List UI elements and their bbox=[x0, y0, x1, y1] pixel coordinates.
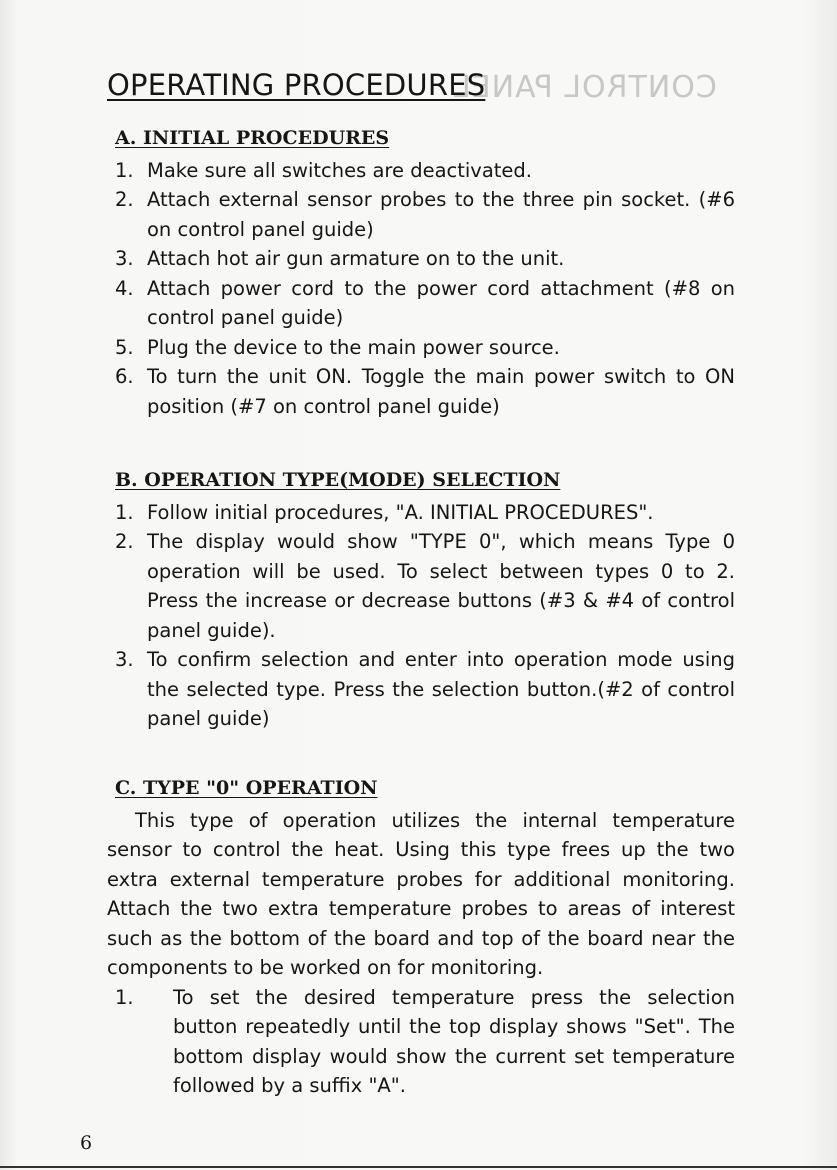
item-text: Attach hot air gun armature on to the unit. bbox=[147, 247, 565, 270]
item-number: 1. bbox=[115, 158, 134, 182]
list-item bbox=[115, 983, 735, 1101]
list-item bbox=[115, 333, 735, 363]
list-item bbox=[115, 645, 735, 734]
item-text: Make sure all switches are deactivated. bbox=[147, 158, 533, 182]
item-number: 1. bbox=[115, 500, 134, 524]
procedure-list bbox=[115, 498, 735, 734]
bleed-through-text: CONTROL PANEL bbox=[453, 70, 717, 105]
item-number: 2. bbox=[115, 188, 134, 211]
section-heading: A. INITIAL PROCEDURES bbox=[115, 127, 390, 149]
section-heading: B. OPERATION TYPE(MODE) SELECTION bbox=[115, 469, 561, 491]
item-text: To turn the unit ON. Toggle the main power switch to ON position (#7 on control panel guide) bbox=[147, 365, 735, 418]
item-number: 5. bbox=[115, 335, 134, 359]
section-type-0-operation bbox=[107, 774, 735, 1101]
item-text: To confirm selection and enter into operation mode using the selected type. Press the selection button.(#2 of control panel guide) bbox=[147, 648, 735, 730]
page-number: 6 bbox=[80, 1132, 93, 1154]
section-operation-type-selection bbox=[115, 466, 735, 734]
list-item bbox=[115, 185, 735, 244]
item-number: 4. bbox=[115, 276, 134, 300]
item-text: To set the desired temperature press the selection button repeatedly until the top display shows "Set". The bottom display would show the current set temperature followed by a suffix "A". bbox=[173, 985, 735, 1097]
page-title: OPERATING PROCEDURES bbox=[107, 68, 486, 102]
item-text: The display would show "TYPE 0", which means Type 0 operation will be used. To select between types 0 to 2. Press the increase or decrease buttons (#3 & #4 of control panel guide). bbox=[147, 530, 735, 642]
list-item bbox=[115, 527, 735, 645]
procedure-list bbox=[115, 156, 735, 422]
list-item bbox=[115, 244, 735, 274]
item-number: 2. bbox=[115, 530, 134, 553]
item-number: 1. bbox=[115, 985, 134, 1009]
item-text: Attach power cord to the power cord attachment (#8 on control panel guide) bbox=[147, 276, 735, 329]
list-item bbox=[115, 362, 735, 421]
list-item bbox=[115, 274, 735, 333]
item-text: Attach external sensor probes to the three pin socket. (#6 on control panel guide) bbox=[147, 188, 735, 241]
section-heading: C. TYPE "0" OPERATION bbox=[115, 777, 378, 799]
item-text: Follow initial procedures, "A. INITIAL PROCEDURES". bbox=[147, 500, 654, 524]
item-number: 3. bbox=[115, 247, 134, 270]
item-number: 3. bbox=[115, 648, 134, 671]
list-item bbox=[115, 498, 735, 528]
item-text: Plug the device to the main power source. bbox=[147, 335, 560, 359]
procedure-list bbox=[115, 983, 735, 1101]
section-paragraph: This type of operation utilizes the internal temperature sensor to control the heat. Using this type frees up the two extra external temperature probes for additional monitoring. Attach the two extra temperature probes to areas of interest such as the bottom of the board and top of the board near the components to be worked on for monitoring. bbox=[107, 808, 735, 979]
list-item bbox=[115, 156, 735, 186]
section-initial-procedures bbox=[115, 124, 735, 421]
item-number: 6. bbox=[115, 365, 134, 388]
page-bottom-edge bbox=[0, 1166, 837, 1168]
